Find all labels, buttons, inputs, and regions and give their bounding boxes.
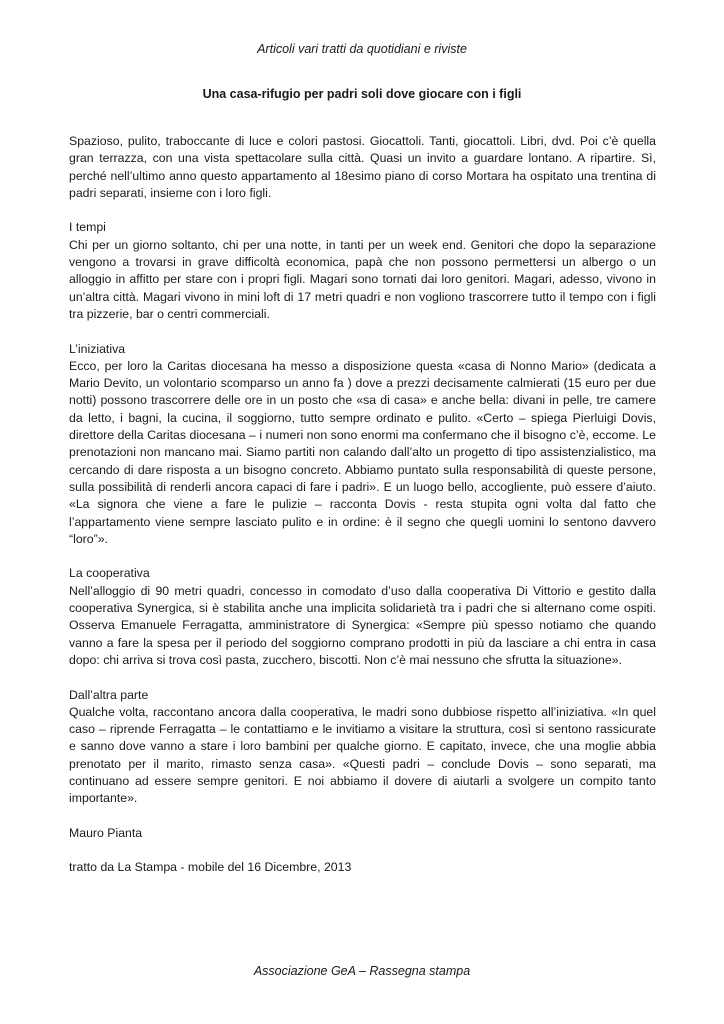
intro-paragraph: Spazioso, pulito, traboccante di luce e colori pastosi. Giocattoli. Tanti, giocattoli. Libri, dvd. Poi c’è quella gran terrazza, con una vista spettacolare sulla città. Quasi un invito a guardare lontano. A ripartire. Sì, perché nell’ultimo anno questo appartamento al 18esimo piano di corso Mortara ha ospitato una trentina di padri separati, insieme con i loro figli. (69, 134, 656, 200)
section-altra-parte (69, 687, 656, 808)
article-body (69, 133, 656, 894)
section-heading: I tempi (69, 220, 106, 235)
source-line: tratto da La Stampa - mobile del 16 Dicembre, 2013 (69, 860, 352, 875)
section-heading: L’iniziativa (69, 341, 126, 356)
page-header: Articoli vari tratti da quotidiani e riviste (257, 42, 467, 56)
section-body: Ecco, per loro la Caritas diocesana ha messo a disposizione questa «casa di Nonno Mario» (dedicata a Mario Devito, un volontario scomparso un anno fa ) dove a prezzi decisamente calmierati (15 euro per due notti) possono trascorrere delle ore in un posto che «sa di casa» e anche bella: divani in pelle, tre camere da letto, i bagni, la cucina, il soggiorno, tutto sempre ordinato e pulito. «Certo – spiega Pierluigi Dovis, direttore della Caritas diocesana – i numeri non sono enormi ma confermano che il bisogno c’è, eccome. Le prenotazioni non mancano mai. Siamo partiti non calando dall’alto un progetto di tipo assistenzialistico, ma cercando di dare risposta a un bisogno concreto. Abbiamo puntato sulla responsabilità di queste persone, sulla possibilità di renderli ancora capaci di fare i padri». E un luogo bello, accogliente, può essere d’aiuto. «La signora che viene a fare le pulizie – racconta Dovis - resta stupita ogni volta dal fatto che l’appartamento viene sempre lasciato pulito e in ordine: è il segno che quegli uomini lo sentono davvero “loro”». (69, 358, 656, 546)
section-body: Nell’alloggio di 90 metri quadri, concesso in comodato d’uso dalla cooperativa Di Vittorio e gestito dalla cooperativa Synergica, si è stabilita anche una implicita solidarietà tra i padri che si alternano come ospiti. Osserva Emanuele Ferragatta, amministratore di Synergica: «Sempre più spesso notiamo che quando vanno a fare la spesa per il periodo del soggiorno comprano prodotti in più da lasciare a chi entra in casa dopo: chi arriva si trova così pasta, zucchero, biscotti. Non c’è mai nessuno che sfrutta la situazione». (69, 583, 656, 667)
article-title: Una casa-rifugio per padri soli dove giocare con i figli (202, 87, 522, 101)
section-heading: Dall’altra parte (69, 687, 149, 702)
page-footer: Associazione GeA – Rassegna stampa (253, 964, 471, 978)
author-name: Mauro Pianta (69, 825, 143, 840)
section-heading: La cooperativa (69, 566, 150, 581)
section-body: Qualche volta, raccontano ancora dalla cooperativa, le madri sono dubbiose rispetto all’iniziativa. «In quel caso – riprende Ferragatta – le contattiamo e le invitiamo a visitare la struttura, così si sentono rassicurate e sanno dove vanno a stare i loro bambini per qualche giorno. E capitato, invece, che una moglie abbia prenotato per il marito, rimasto senza casa». «Questi padri – conclude Dovis – sono separati, ma continuano ad essere sempre genitori. E noi abbiamo il dovere di aiutarli a svolgere un compito tanto importante». (69, 704, 656, 806)
section-iniziativa (69, 341, 656, 549)
section-cooperativa (69, 565, 656, 669)
section-tempi (69, 219, 656, 323)
section-body: Chi per un giorno soltanto, chi per una notte, in tanti per un week end. Genitori che dopo la separazione vengono a trovarsi in grave difficoltà economica, papà che non possono permettersi un albergo o un alloggio in affitto per stare con i propri figli. Magari sono tornati dai loro genitori. Magari, adesso, vivono in un’altra città. Magari vivono in mini loft di 17 metri quadri e non vogliono trascorrere tutto il tempo con i figli tra pizzerie, bar o centri commerciali. (69, 237, 656, 321)
